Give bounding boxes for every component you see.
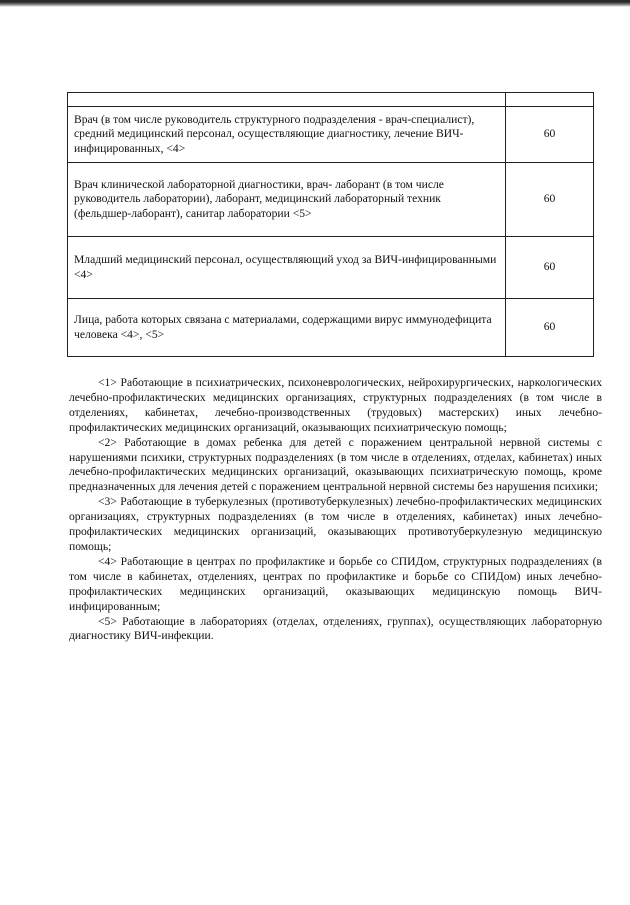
table-cell-value: 60 (506, 107, 594, 163)
table-cell-value: 60 (506, 299, 594, 357)
table-cell-description: Младший медицинский персонал, осуществляющий уход за ВИЧ-инфицированными <4> (68, 237, 506, 299)
table-cell-empty (68, 93, 506, 107)
table-row (68, 299, 594, 357)
table-row (68, 163, 594, 237)
table-row-blank (68, 93, 594, 107)
footnote-3: <3> Работающие в туберкулезных (противотуберкулезных) лечебно-профилактических медицинских организациях, структурных подразделениях (в том числе в отделениях, кабинетах) иных лечебно-профилактических медицинских организаций, оказывающих противотуберкулезную медицинскую помощь; (69, 495, 602, 553)
footnotes-section (69, 376, 602, 644)
table-row (68, 237, 594, 299)
scan-top-edge (0, 0, 630, 7)
table-cell-value: 60 (506, 237, 594, 299)
table-row (68, 107, 594, 163)
staff-category-table (67, 92, 594, 357)
footnote-4: <4> Работающие в центрах по профилактике и борьбе со СПИДом, структурных подразделениях (в том числе в кабинетах, отделениях, центрах по профилактике и борьбе со СПИДом) иных лечебно-профилактических медицинских организаций, оказывающих медицинскую помощь ВИЧ-инфицированным; (69, 554, 602, 613)
table-cell-value: 60 (506, 163, 594, 237)
table-cell-empty (506, 93, 594, 107)
footnote-5: <5> Работающие в лабораториях (отделах, отделениях, группах), осуществляющих лабораторную диагностику ВИЧ-инфекции. (69, 614, 602, 643)
footnote-2: <2> Работающие в домах ребенка для детей с поражением центральной нервной системы с нарушениями психики, структурных подразделениях (в том числе в отделениях, отделах, кабинетах) иных лечебно-профилактических медицинских организаций, оказывающих психиатрическую помощь, кроме предназначенных для лечения детей с поражением центральной нервной системы без нарушения психики; (69, 435, 602, 494)
table-cell-description: Лица, работа которых связана с материалами, содержащими вирус иммунодефицита человека <4>, <5> (68, 299, 506, 357)
table-cell-description: Врач (в том числе руководитель структурного подразделения - врач-специалист), средний медицинский персонал, осуществляющие диагностику, лечение ВИЧ-инфицированных, <4> (68, 107, 506, 163)
table-cell-description: Врач клинической лабораторной диагностики, врач- лаборант (в том числе руководитель лаборатории), лаборант, медицинский лабораторный техник (фельдшер-лаборант), санитар лаборатории <5> (68, 163, 506, 237)
footnote-1: <1> Работающие в психиатрических, психоневрологических, нейрохирургических, наркологических лечебно-профилактических медицинских организациях, структурных подразделениях (в том числе в отделениях, кабинетах, лечебно-производственных (трудовых) мастерских) иных лечебно-профилактических медицинских организаций, оказывающих психиатрическую помощь; (69, 376, 602, 434)
